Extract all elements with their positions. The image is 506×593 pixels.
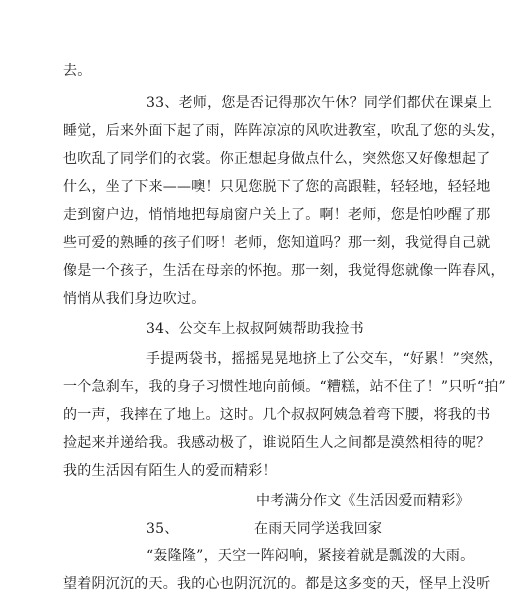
- paragraph-33-first-line: 33、老师，您是否记得那次午休？同学们都伏在课桌上: [146, 95, 493, 111]
- text-line: 什么，坐了下来——噢！只见您脱下了您的高跟鞋，轻轻地，轻轻地: [63, 179, 491, 195]
- text-line: 走到窗户边，悄悄地把每扇窗户关上了。啊！老师，您是怕吵醒了那: [63, 207, 491, 223]
- text-line: 的一声，我摔在了地上。这时。几个叔叔阿姨急着弯下腰，将我的书: [63, 407, 491, 423]
- text-line-cut-off: 望着阴沉沉的天。我的心也阴沉沉的。都是这多变的天，怪早上没听: [63, 576, 491, 592]
- source-attribution: 中考满分作文《生活因爱而精彩》: [256, 493, 470, 509]
- text-line: 一个急刹车，我的身子习惯性地向前倾。“糟糕，站不住了！”只听“拍”: [63, 379, 506, 395]
- text-line: 悄悄从我们身边吹过。: [63, 291, 206, 307]
- text-line: 些可爱的熟睡的孩子们呀！老师，您知道吗？那一刻，我觉得自己就: [63, 235, 491, 251]
- text-line: 睡觉，后来外面下起了雨，阵阵凉凉的风吹进教室，吹乱了您的头发，: [63, 123, 505, 139]
- text-line: 像是一个孩子，生活在母亲的怀抱。那一刻，我觉得您就像一阵春风，: [63, 263, 505, 279]
- text-line: 我的生活因有陌生人的爱而精彩！: [63, 463, 277, 479]
- section-heading-34: 34、公交车上叔叔阿姨帮助我捡书: [146, 321, 364, 337]
- paragraph-34-first-line: 手提两袋书，摇摇晃晃地挤上了公交车，“好累！”突然，: [146, 351, 503, 367]
- section-number-35: 35、: [146, 521, 179, 537]
- text-line: 也吹乱了同学们的衣裳。你正想起身做点什么，突然您又好像想起了: [63, 151, 491, 167]
- text-line: 捡起来并递给我。我感动极了，谁说陌生人之间都是漠然相待的呢？: [63, 435, 491, 451]
- section-title-35: 在雨天同学送我回家: [254, 521, 383, 537]
- text-line: 去。: [63, 63, 92, 79]
- paragraph-35-first-line: “轰隆隆”，天空一阵闷响，紧接着就是瓢泼的大雨。: [146, 548, 475, 564]
